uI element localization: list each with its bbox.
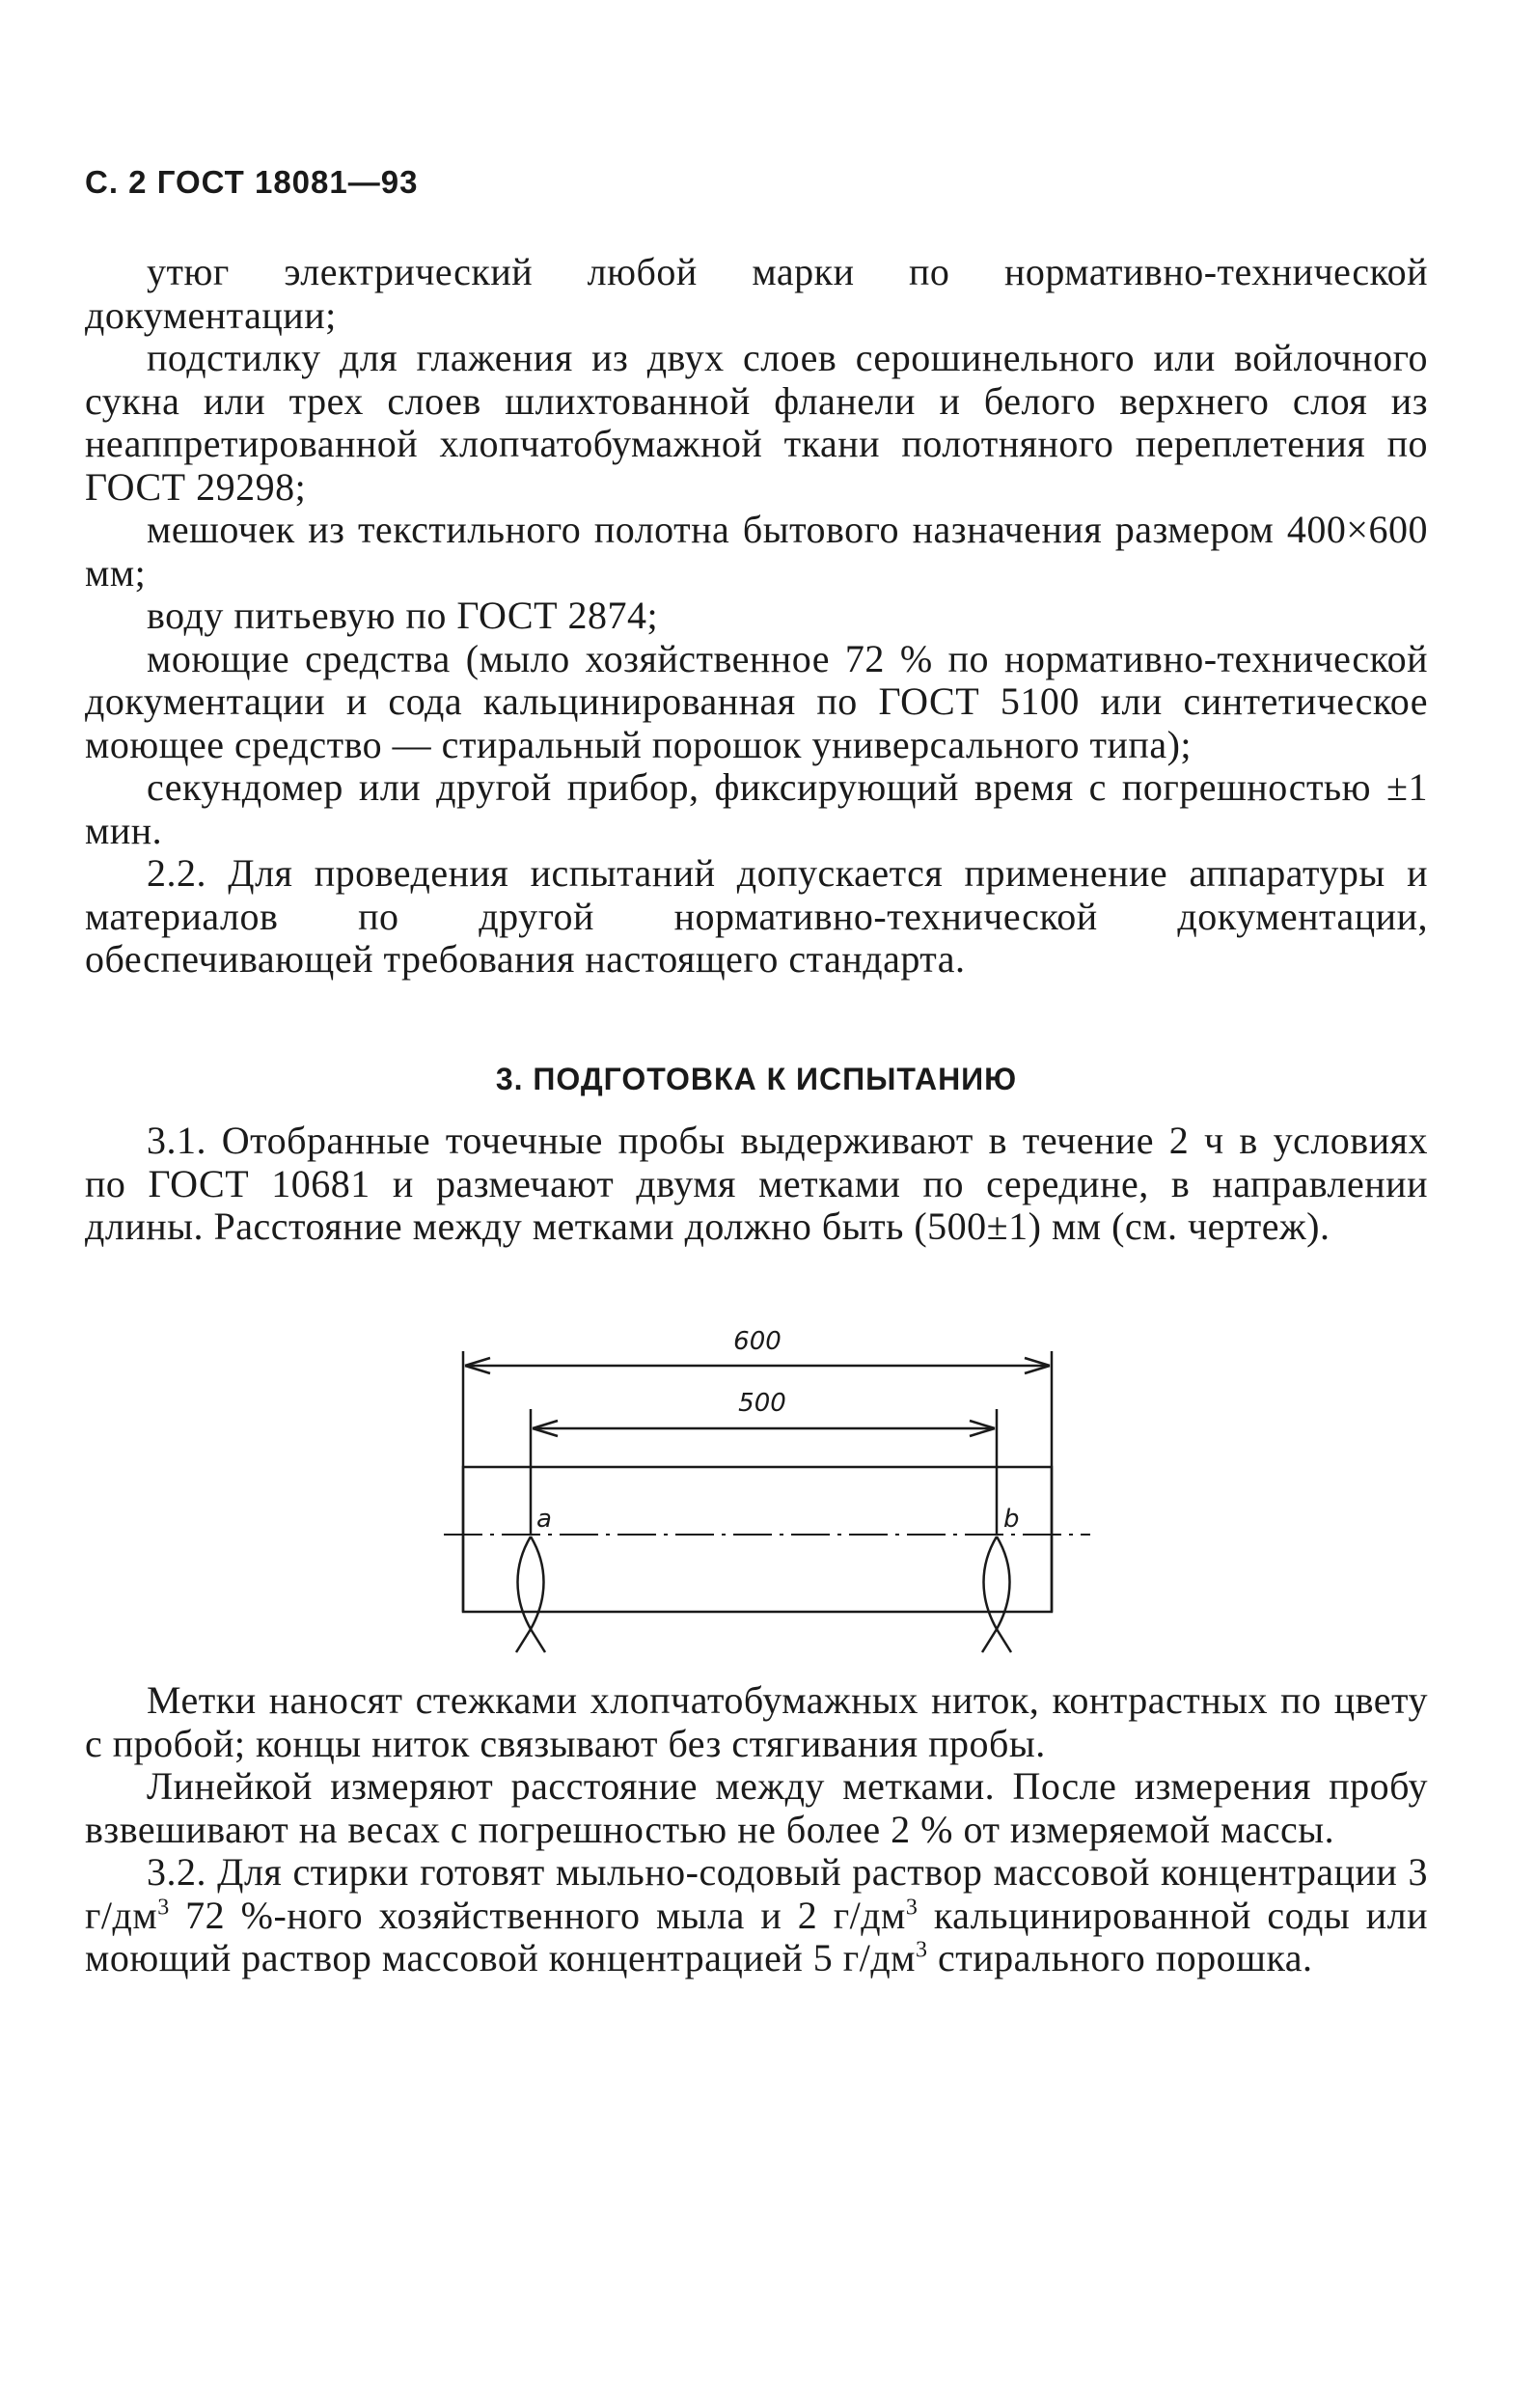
mark-label-a: a <box>536 1505 552 1534</box>
stitch-mark-a <box>518 1536 544 1629</box>
materials-list <box>85 251 1428 982</box>
paragraph-bag: мешочек из текстильного полотна бытового назначения размером 400×600 мм; <box>85 508 1428 595</box>
paragraph-3-2 <box>85 1851 1428 1980</box>
paragraph-water: воду питьевую по ГОСТ 2874; <box>147 594 659 637</box>
dimension-label-600: 600 <box>733 1327 782 1356</box>
stitch-mark-b <box>984 1536 1010 1629</box>
paragraph-3-1: 3.1. Отобранные точечные пробы выдерживают в течение 2 ч в условиях по ГОСТ 10681 и размечают двумя метками по середине, в направлении длины. Расстояние между метками должно быть (500±1) мм (см. чертеж). <box>85 1119 1428 1248</box>
p32-part-4: стирального порошка. <box>927 1936 1313 1979</box>
paragraph-ironing-pad: подстилку для глажения из двух слоев серошинельного или войлочного сукна или трех слоев шлихтованной фланели и белого верхнего слоя из неаппретированной хлопчатобумажной ткани полотняного переплетения по ГОСТ 29298; <box>85 336 1428 509</box>
superscript-3: 3 <box>915 1937 928 1963</box>
paragraph-measure: Линейкой измеряют расстояние между метками. После измерения пробу взвешивают на весах с погрешностью не более 2 % от измеряемой массы. <box>85 1764 1428 1851</box>
stitch-tails-a <box>516 1629 545 1652</box>
superscript-3: 3 <box>157 1895 170 1921</box>
page-header: С. 2 ГОСТ 18081—93 <box>85 164 419 200</box>
p32-part-1: 3.2. Для стирки готовят мыльно-содовый раствор массовой концентрации 3 г/дм <box>85 1850 1428 1937</box>
section-heading: 3. ПОДГОТОВКА К ИСПЫТАНИЮ <box>495 1062 1018 1096</box>
p32-part-2: 72 %-ного хозяйственного мыла и 2 г/дм <box>169 1893 906 1937</box>
paragraph-stitches: Метки наносят стежками хлопчатобумажных ниток, контрастных по цвету с пробой; концы ниток связывают без стягивания пробы. <box>85 1678 1428 1765</box>
stitch-tails-b <box>982 1629 1011 1652</box>
marking-instructions <box>85 1679 1428 1980</box>
paragraph-detergents: моющие средства (мыло хозяйственное 72 % по нормативно-технической документации и сода кальцинированная по ГОСТ 5100 или синтетическое моющее средство — стиральный порошок универсального типа); <box>85 636 1428 766</box>
marking-drawing-svg <box>444 1313 1119 1670</box>
p32-part-3: кальцинированной соды или моющий раствор массовой концентрацией 5 г/дм <box>85 1893 1428 1979</box>
paragraph-iron: утюг электрический любой марки по нормативно-технической документации; <box>85 250 1428 337</box>
dimension-label-500: 500 <box>738 1389 786 1418</box>
superscript-3: 3 <box>905 1895 919 1921</box>
section-3-1 <box>85 1120 1428 1249</box>
mark-label-b: b <box>1003 1505 1020 1534</box>
marking-drawing <box>444 1313 1119 1670</box>
sample-strip <box>463 1467 1052 1612</box>
paragraph-stopwatch: секундомер или другой прибор, фиксирующий время с погрешностью ±1 мин. <box>85 765 1428 852</box>
paragraph-2-2: 2.2. Для проведения испытаний допускается применение аппаратуры и материалов по другой нормативно-технической документации, обеспечивающей требования настоящего стандарта. <box>85 851 1428 981</box>
